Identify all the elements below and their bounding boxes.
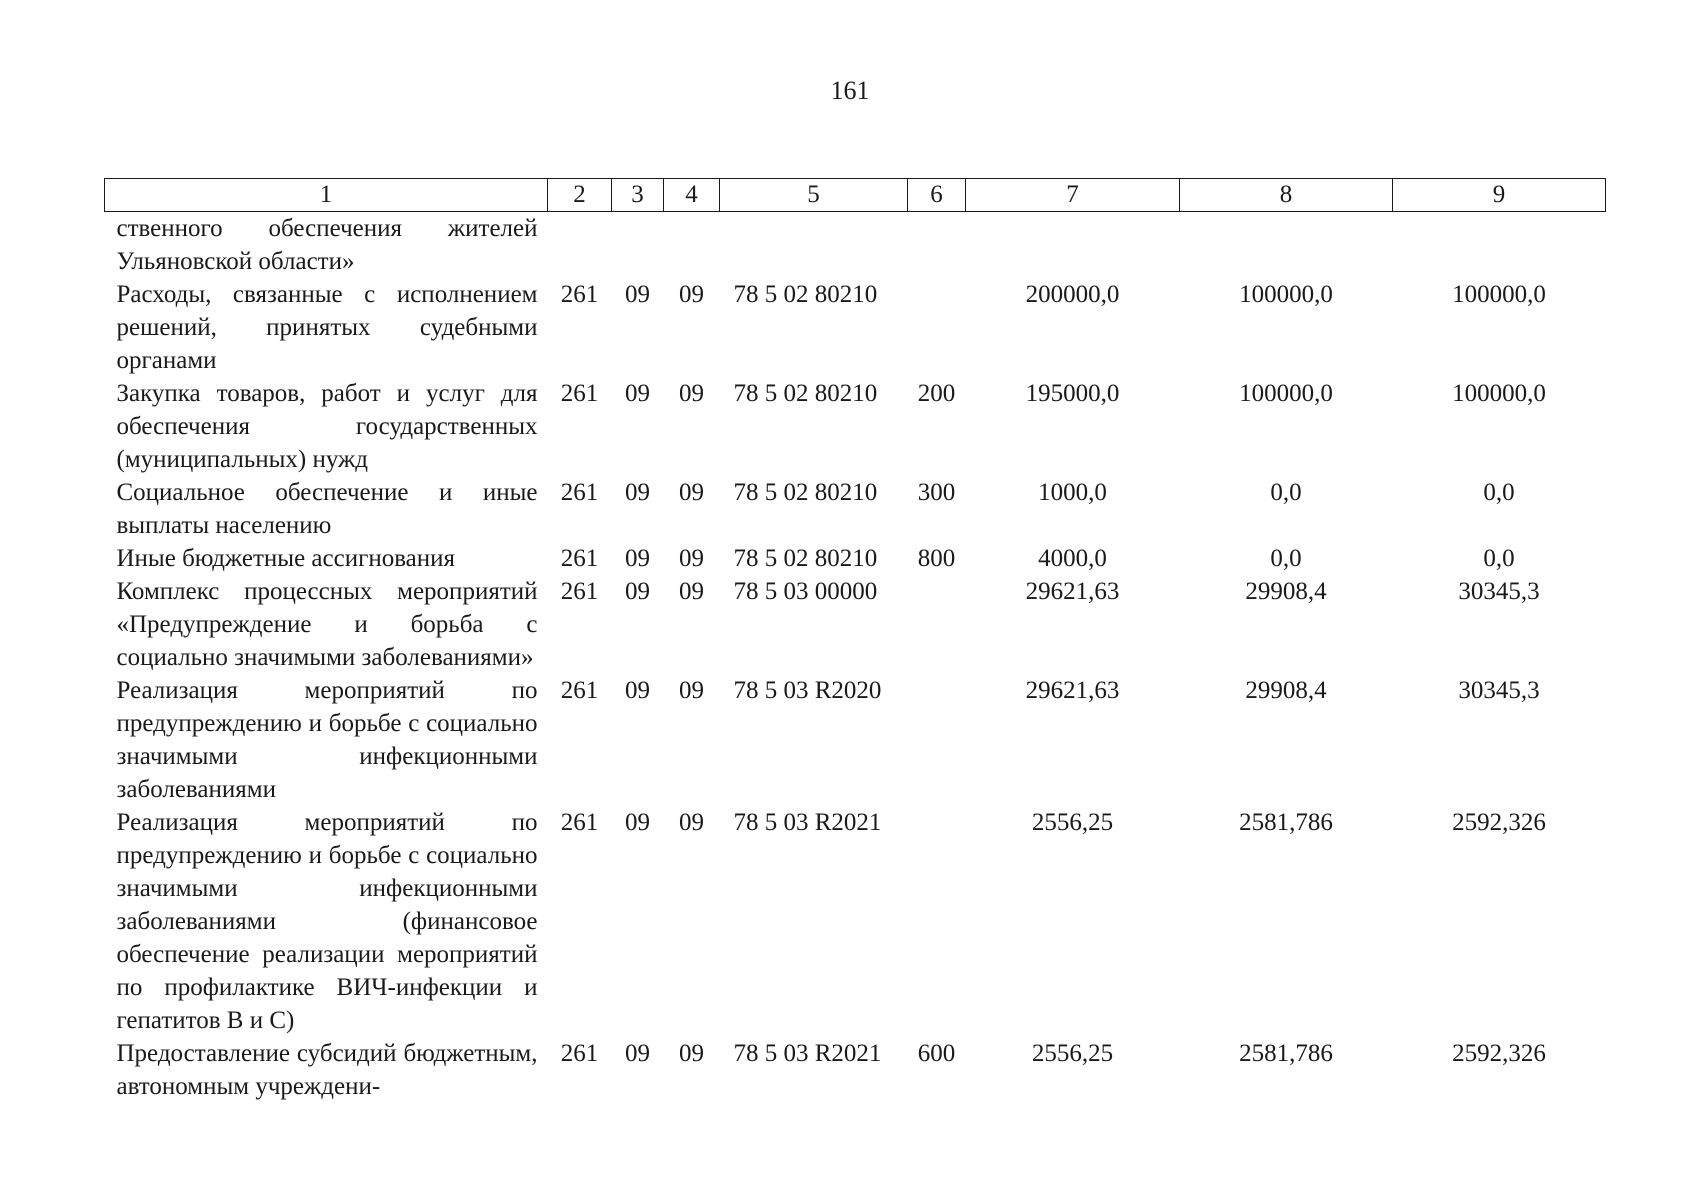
column-header: 7	[966, 179, 1180, 212]
cell-section	[612, 212, 664, 279]
cell-amount-7: 29621,63	[1025, 677, 1120, 704]
cell-expense-type: 200	[917, 380, 956, 407]
cell-target-code	[720, 212, 908, 279]
table-row	[105, 278, 1606, 377]
column-header: 6	[908, 179, 966, 212]
cell-amount-8: 2581,786	[1239, 809, 1333, 836]
cell-amount-9: 100000,0	[1452, 380, 1546, 407]
cell-amount-9: 30345,3	[1458, 677, 1540, 704]
cell-subsection	[664, 212, 720, 279]
cell-amount-8: 0,0	[1270, 545, 1302, 572]
table-row	[105, 806, 1606, 1037]
cell-expense-type: 800	[917, 545, 956, 572]
cell-section: 09	[625, 479, 650, 506]
cell-amount-7: 2556,25	[1031, 809, 1114, 836]
cell-ministry: 261	[560, 677, 599, 704]
cell-amount-7: 1000,0	[1038, 479, 1107, 506]
cell-amount-7: 2556,25	[1031, 1040, 1114, 1067]
cell-expense-type	[908, 212, 966, 279]
cell-amount-7: 195000,0	[1025, 380, 1120, 407]
cell-amount-8: 0,0	[1270, 479, 1302, 506]
cell-subsection: 09	[679, 1040, 704, 1067]
table-row	[105, 377, 1606, 476]
cell-amount-8: 29908,4	[1245, 578, 1327, 605]
cell-section: 09	[625, 380, 650, 407]
cell-amount-8: 100000,0	[1239, 380, 1333, 407]
row-name: Комплекс процессных мероприятий «Предупреждение и борьба с социально значимыми заболеваниями»	[116, 578, 538, 671]
row-name: ственного обеспечения жителей Ульяновской области»	[116, 215, 538, 275]
cell-expense-type	[908, 674, 966, 806]
cell-section: 09	[625, 578, 650, 605]
cell-subsection: 09	[679, 809, 704, 836]
cell-expense-type	[908, 278, 966, 377]
cell-subsection: 09	[679, 578, 704, 605]
column-header: 1	[105, 179, 548, 212]
cell-section: 09	[625, 281, 650, 308]
cell-ministry: 261	[560, 479, 599, 506]
cell-amount-9: 0,0	[1483, 545, 1515, 572]
cell-target-code: 78 5 02 80210	[733, 545, 878, 572]
cell-amount-9: 2592,326	[1452, 1040, 1546, 1067]
budget-table	[104, 178, 1606, 1103]
cell-section: 09	[625, 677, 650, 704]
column-header: 3	[612, 179, 664, 212]
cell-ministry: 261	[560, 380, 599, 407]
table-row	[105, 542, 1606, 575]
row-name: Реализация мероприятий по предупреждению и борьбе с социально значимыми инфекционными заболеваниями (финансовое обеспечение реализации мероприятий по профилактике ВИЧ-инфекции и гепатитов В и С)	[116, 809, 538, 1034]
cell-amount-8: 29908,4	[1245, 677, 1327, 704]
page-number: 161	[830, 76, 870, 105]
cell-amount-9: 0,0	[1483, 479, 1515, 506]
cell-expense-type	[908, 806, 966, 1037]
table-row	[105, 1037, 1606, 1103]
cell-target-code: 78 5 03 R2020	[733, 677, 882, 704]
row-name: Реализация мероприятий по предупреждению и борьбе с социально значимыми инфекционными заболеваниями	[116, 677, 538, 803]
cell-target-code: 78 5 03 00000	[733, 578, 878, 605]
cell-target-code: 78 5 03 R2021	[733, 809, 882, 836]
cell-amount-8: 100000,0	[1239, 281, 1333, 308]
column-header: 9	[1393, 179, 1606, 212]
cell-ministry: 261	[560, 809, 599, 836]
column-header: 8	[1180, 179, 1393, 212]
table-row	[105, 674, 1606, 806]
cell-amount-7: 4000,0	[1038, 545, 1107, 572]
cell-amount-7	[966, 212, 1180, 279]
cell-target-code: 78 5 02 80210	[733, 380, 878, 407]
cell-subsection: 09	[679, 545, 704, 572]
cell-target-code: 78 5 03 R2021	[733, 1040, 882, 1067]
cell-amount-7: 29621,63	[1025, 578, 1120, 605]
cell-target-code: 78 5 02 80210	[733, 479, 878, 506]
column-header: 2	[548, 179, 612, 212]
cell-amount-9: 2592,326	[1452, 809, 1546, 836]
cell-expense-type	[908, 575, 966, 674]
row-name: Иные бюджетные ассигнования	[116, 545, 456, 572]
table-row	[105, 212, 1606, 279]
cell-section: 09	[625, 809, 650, 836]
cell-amount-8: 2581,786	[1239, 1040, 1333, 1067]
row-name: Закупка товаров, работ и услуг для обеспечения государственных (муниципальных) нужд	[116, 380, 538, 473]
cell-ministry: 261	[560, 1040, 599, 1067]
cell-amount-7: 200000,0	[1025, 281, 1120, 308]
table-row	[105, 575, 1606, 674]
cell-section: 09	[625, 1040, 650, 1067]
cell-subsection: 09	[679, 677, 704, 704]
row-name: Расходы, связанные с исполнением решений, принятых судебными органами	[116, 281, 538, 374]
cell-ministry: 261	[560, 578, 599, 605]
cell-subsection: 09	[679, 281, 704, 308]
cell-subsection: 09	[679, 479, 704, 506]
cell-subsection: 09	[679, 380, 704, 407]
cell-ministry	[548, 212, 612, 279]
row-name: Социальное обеспечение и иные выплаты населению	[116, 479, 538, 539]
cell-target-code: 78 5 02 80210	[733, 281, 878, 308]
column-header: 5	[720, 179, 908, 212]
cell-amount-9	[1393, 212, 1606, 279]
cell-section: 09	[625, 545, 650, 572]
cell-expense-type: 600	[917, 1040, 956, 1067]
cell-amount-9: 30345,3	[1458, 578, 1540, 605]
row-name: Предоставление субсидий бюджетным, автономным учреждени-	[116, 1040, 538, 1100]
cell-ministry: 261	[560, 281, 599, 308]
cell-amount-8	[1180, 212, 1393, 279]
table-row	[105, 476, 1606, 542]
cell-expense-type: 300	[917, 479, 956, 506]
column-header: 4	[664, 179, 720, 212]
cell-amount-9: 100000,0	[1452, 281, 1546, 308]
cell-ministry: 261	[560, 545, 599, 572]
table-header-row	[105, 179, 1606, 212]
